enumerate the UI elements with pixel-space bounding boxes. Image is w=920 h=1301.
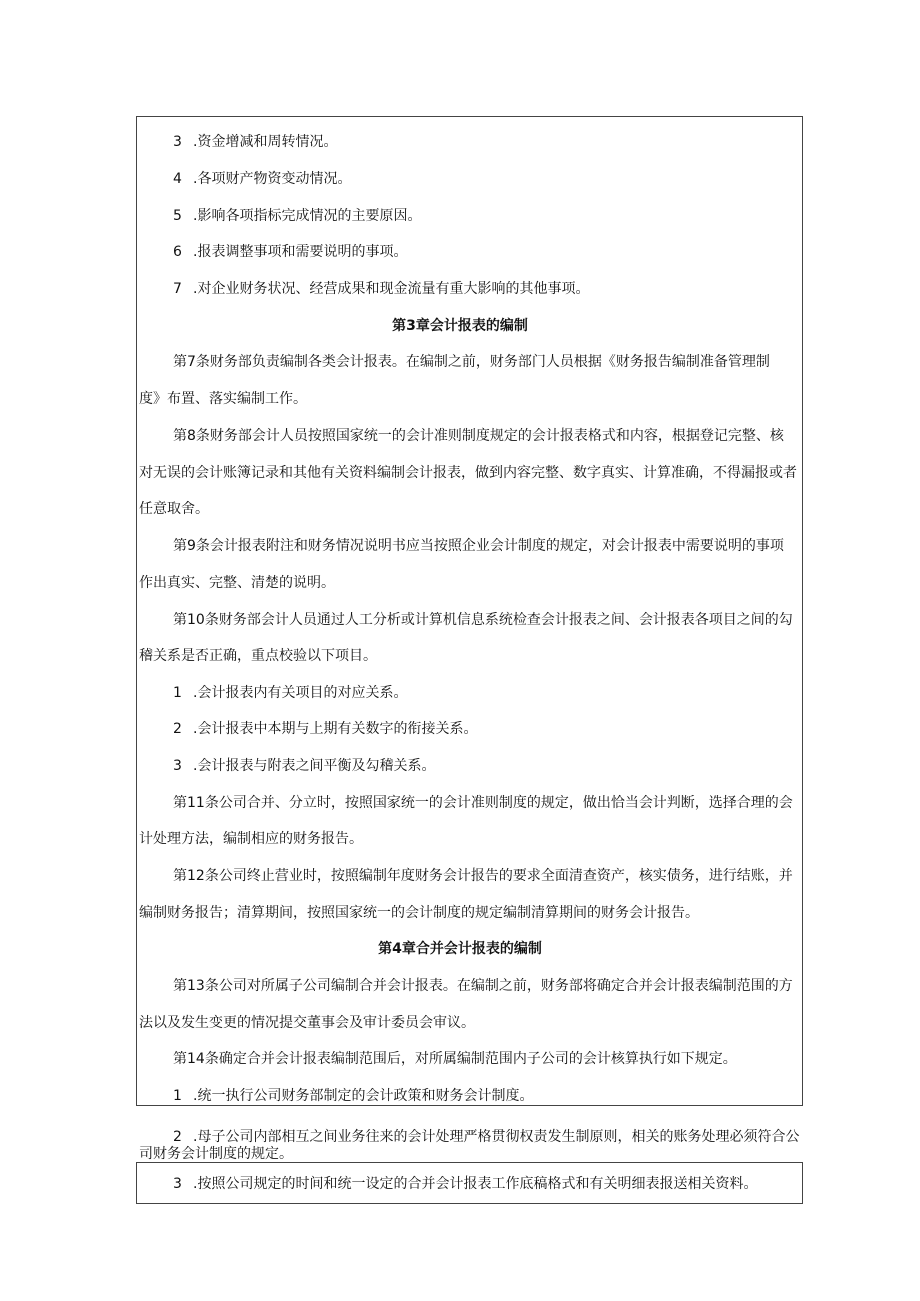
list-item: 3 .会计报表与附表之间平衡及勾稽关系。 [173, 758, 436, 774]
list-item: 4 .各项财产物资变动情况。 [173, 171, 352, 187]
list-item-continuation: 司财务会计制度的规定。 [139, 1146, 293, 1162]
list-item: 1 .统一执行公司财务部制定的会计政策和财务会计制度。 [173, 1088, 534, 1104]
article-13-line-1: 第13条公司对所属子公司编制合并会计报表。在编制之前，财务部将确定合并会计报表编制范围的方 [173, 978, 793, 994]
article-13-line-2: 法以及发生变更的情况提交董事会及审计委员会审议。 [139, 1015, 475, 1031]
article-9-line-1: 第9条会计报表附注和财务情况说明书应当按照企业会计制度的规定，对会计报表中需要说明的事项 [173, 538, 784, 554]
list-item: 2 .会计报表中本期与上期有关数字的衔接关系。 [173, 721, 478, 737]
article-12-line-1: 第12条公司终止营业时，按照编制年度财务会计报告的要求全面清查资产，核实债务，进行结账，并 [173, 868, 793, 884]
list-item: 3 .资金增减和周转情况。 [173, 134, 338, 150]
article-10-line-1: 第10条财务部会计人员通过人工分析或计算机信息系统检查会计报表之间、会计报表各项目之间的勾 [173, 612, 793, 628]
list-item: 1 .会计报表内有关项目的对应关系。 [173, 685, 408, 701]
article-8-line-3: 任意取舍。 [139, 501, 209, 517]
article-10-line-2: 稽关系是否正确，重点校验以下项目。 [139, 648, 377, 664]
article-8-line-1: 第8条财务部会计人员按照国家统一的会计准则制度规定的会计报表格式和内容，根据登记完整、核 [173, 428, 784, 444]
list-item: 6 .报表调整事项和需要说明的事项。 [173, 244, 408, 260]
list-item: 5 .影响各项指标完成情况的主要原因。 [173, 208, 422, 224]
list-item: 7 .对企业财务状况、经营成果和现金流量有重大影响的其他事项。 [173, 281, 590, 297]
chapter-heading: 第3章会计报表的编制 [392, 318, 528, 334]
article-8-line-2: 对无误的会计账簿记录和其他有关资料编制会计报表，做到内容完整、数字真实、计算准确，不得漏报或者 [139, 465, 797, 481]
article-7-line-1: 第7条财务部负责编制各类会计报表。在编制之前，财务部门人员根据《财务报告编制准备管理制 [173, 354, 770, 370]
article-11-line-1: 第11条公司合并、分立时，按照国家统一的会计准则制度的规定，做出恰当会计判断，选择合理的会 [173, 795, 793, 811]
article-9-line-2: 作出真实、完整、清楚的说明。 [139, 575, 335, 591]
chapter-heading: 第4章合并会计报表的编制 [378, 941, 542, 957]
list-item: 3 .按照公司规定的时间和统一设定的合并会计报表工作底稿格式和有关明细表报送相关资料。 [173, 1176, 758, 1192]
article-14-line-1: 第14条确定合并会计报表编制范围后，对所属编制范围内子公司的会计核算执行如下规定。 [173, 1051, 737, 1067]
article-7-line-2: 度》布置、落实编制工作。 [139, 391, 307, 407]
article-11-line-2: 计处理方法，编制相应的财务报告。 [139, 831, 363, 847]
article-12-line-2: 编制财务报告；清算期间，按照国家统一的会计制度的规定编制清算期间的财务会计报告。 [139, 905, 699, 921]
list-item: 2 .母子公司内部相互之间业务往来的会计处理严格贯彻权责发生制原则，相关的账务处理必须符合公 [173, 1129, 800, 1145]
